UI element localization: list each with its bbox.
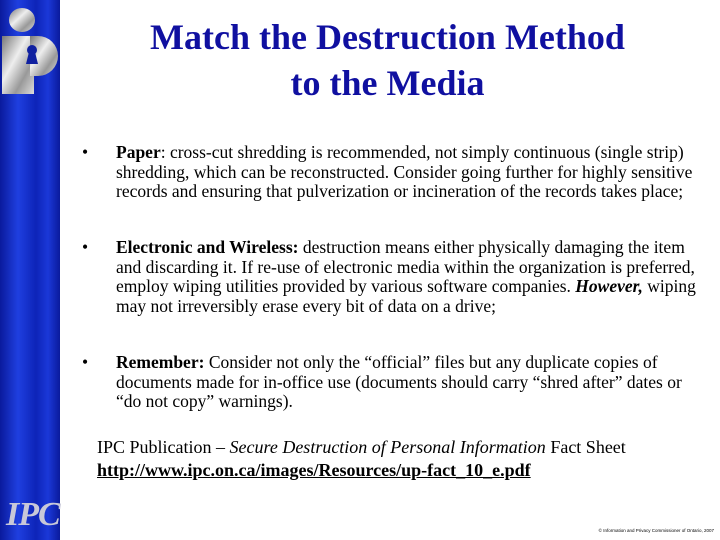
bullet-remember: • Remember: Consider not only the “official” files but any duplicate copies of documents made for in-office use (documents should carry “shred after” dates or “do not copy” warnings). (82, 352, 682, 411)
source-citation: IPC Publication – Secure Destruction of Personal Information Fact Sheet http://www.ipc.on.ca/images/Resources/up-fact_10_e.pdf (97, 437, 626, 480)
bullet-electronic: • Electronic and Wireless: destruction means either physically damaging the item and discarding it. If re-use of electronic media within the organization is preferred, employ wiping utilities provided by various software companies. However, wiping may not irreversibly erase every bit of data on a drive; (82, 237, 696, 316)
source-link[interactable]: http://www.ipc.on.ca/images/Resources/up-fact_10_e.pdf (97, 460, 531, 480)
ip-keyhole-logo (2, 4, 60, 96)
slide-title: Match the Destruction Method to the Media (150, 17, 625, 103)
bullet-paper: • Paper: cross-cut shredding is recommended, not simply continuous (single strip) shredding, which can be reconstructed. Consider going further for highly sensitive records and ensuring that pulverization or incineration of the records takes place; (82, 142, 693, 201)
copyright: © Information and Privacy Commissioner of Ontario, 2007 (598, 528, 714, 533)
ipc-logo: IPC (6, 496, 60, 533)
